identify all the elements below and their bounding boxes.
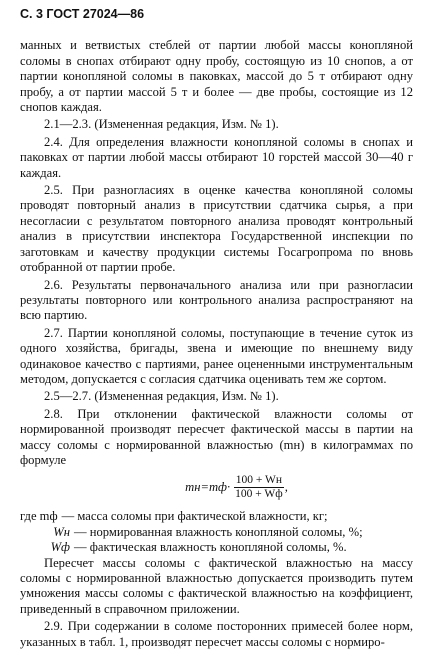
- amendment-note-2-5-2-7: 2.5—2.7. (Измененная редакция, Изм. № 1).: [44, 389, 279, 404]
- paragraph-2-5: 2.5. При разногласиях в оценке качества конопляной соломы проводят повторный анализ в присутствии сдатчика сырья, а при несогласии с результатом повторного анализа проводят контрольный анализ в присутствии инспектора Государственной инспекции по заготовкам и качеству продукции системы Госагропрома по вновь отобранной от партии пробе.: [20, 183, 413, 275]
- definition-row: [20, 540, 413, 555]
- paragraph-2-4: 2.4. Для определения влажности конопляной соломы в снопах и паковках от партии любой массы отбирают 10 горстей массой 30—40 г каждая.: [20, 134, 413, 180]
- definition-text: — масса соломы при фактической влажности, кг;: [61, 509, 328, 524]
- paragraph-2-6: 2.6. Результаты первоначального анализа или при разногласии результаты повторного или контрольного анализа распространяют на всю партию.: [20, 277, 413, 323]
- page-header: С. 3 ГОСТ 27024—86: [20, 7, 145, 21]
- definition-text: — фактическая влажность конопляной соломы, %.: [74, 540, 347, 555]
- definition-symbol: где mф: [20, 509, 58, 524]
- paragraph-2-9: 2.9. При содержании в соломе посторонних примесей более норм, указанных в табл. 1, производят пересчет массы соломы с нормиро-: [20, 619, 413, 649]
- formula-definitions: [20, 509, 413, 555]
- definition-symbol: Wф: [50, 540, 70, 555]
- definition-text: — нормированная влажность конопляной соломы, %;: [74, 524, 363, 539]
- formula-denominator: 100 + Wф: [235, 488, 283, 501]
- definition-symbol: Wн: [53, 524, 70, 539]
- formula-numerator: 100 + Wн: [235, 474, 283, 487]
- formula-tail: ,: [284, 480, 288, 495]
- amendment-note-2-1-2-3: 2.1—2.3. (Измененная редакция, Изм. № 1).: [44, 117, 279, 132]
- definition-row: [20, 525, 413, 540]
- definition-row: [20, 509, 413, 524]
- formula-mass-recalc: [60, 474, 413, 501]
- formula-lhs: mн=mф·: [185, 480, 231, 495]
- formula-fraction: [233, 474, 285, 501]
- paragraph-continuation: манных и ветвистых стеблей от партии любой массы конопляной соломы в снопах отбирают одну пробу, состоящую из 10 снопов, а от партии конопляной соломы в паковках, массой до 5 т отбирают одну пробу, а от партии массой 5 т и более — две пробы, состоящие из 12 снопов каждая.: [20, 38, 413, 115]
- paragraph-2-7: 2.7. Партии конопляной соломы, поступающие в течение суток из одного хозяйства, бригады, звена и имеющие по внешнему виду одинаковое качество с партиями, ранее оцененными инструментальным методом, допускается с согласия сдатчика оценивать тем же сортом.: [20, 325, 413, 386]
- paragraph-recalc: Пересчет массы соломы с фактической влажностью на массу соломы с нормированной влажностью допускается производить путем умножения массы соломы с фактической влажностью на коэффициент, приведенный в справочном приложении.: [20, 555, 413, 616]
- paragraph-2-8: 2.8. При отклонении фактической влажности соломы от нормированной производят пересчет фактической массы в партии на массу соломы с нормированной влажностью (mн) в килограммах по формуле: [20, 406, 413, 467]
